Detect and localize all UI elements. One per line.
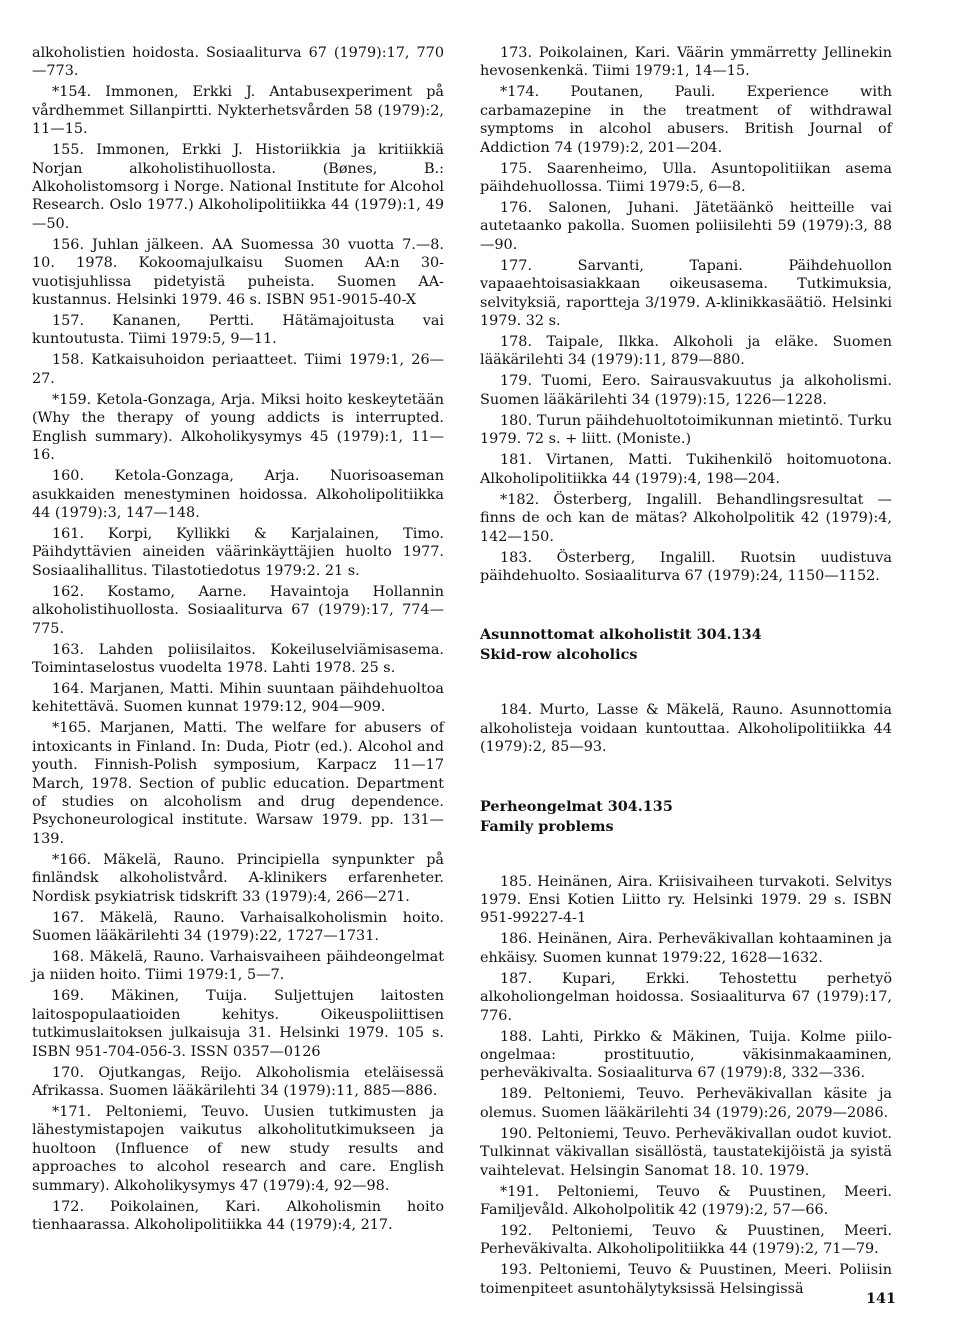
bibliography-entry: *165. Marjanen, Matti. The welfare for abusers of intoxicants in Finland. In: Duda, Piotr (ed.). Alcohol and youth. Finnish-Polish symposium, Karpacz 11—17 March, 1978. Section of public education. Department of studies on alcoholism and drug dependence. Psychoneurological institute. Warsaw 1979. pp. 131—139. xyxy=(32,720,444,847)
bibliography-entry: 185. Heinänen, Aira. Kriisivaiheen turvakoti. Selvitys 1979. Ensi Kotien Liitto ry. Helsinki 1979. 29 s. ISBN 951-99227-4-1 xyxy=(480,873,892,927)
section-heading-skid-row-en: Skid-row alcoholics xyxy=(480,646,638,664)
bibliography-entry: *174. Poutanen, Pauli. Experience with carbamazepine in the treatment of withdrawal symptoms in alcohol abusers. British Journal of Addiction 74 (1979):2, 201—204. xyxy=(480,84,892,156)
bibliography-entry: alkoholistien hoidosta. Sosiaaliturva 67 (1979):17, 770—773. xyxy=(32,45,444,80)
bibliography-entry: *191. Peltoniemi, Teuvo & Puustinen, Meeri. Familjevåld. Alkoholpolitik 42 (1979):2, 57—66. xyxy=(480,1183,892,1218)
bibliography-entry: 189. Peltoniemi, Teuvo. Perheväkivallan käsite ja olemus. Suomen lääkärilehti 34 (1979):26, 2079—2086. xyxy=(480,1086,892,1121)
bibliography-entry: 156. Juhlan jälkeen. AA Suomessa 30 vuotta 7.—8. 10. 1978. Kokoomajulkaisu Suomen AA:n 30-vuotisjuhlissa pidetyistä puheista. Suomen AA-kustannus. Helsinki 1979. 46 s. ISBN 951-9015-40-X xyxy=(32,236,444,309)
bibliography-entry: 155. Immonen, Erkki J. Historiikkia ja kritiikkiä Norjan alkoholistihuollosta. (Bønes, B.: Alkoholistomsorg i Norge. National Institute for Alcohol Research. Oslo 1977.) Alkoholipolitiikka 44 (1979):1, 49—50. xyxy=(32,142,444,232)
bibliography-entry: 179. Tuomi, Eero. Sairausvakuutus ja alkoholismi. Suomen lääkärilehti 34 (1979):15, 1226—1228. xyxy=(480,373,892,408)
bibliography-entry: 192. Peltoniemi, Teuvo & Puustinen, Meeri. Perheväkivalta. Alkoholipolitiikka 44 (1979):2, 71—79. xyxy=(480,1223,892,1258)
bibliography-entry: 181. Virtanen, Matti. Tukihenkilö hoitomuotona. Alkoholipolitiikka 44 (1979):4, 198—204. xyxy=(480,452,892,487)
bibliography-entry: 168. Mäkelä, Rauno. Varhaisvaiheen päihdeongelmat ja niiden hoito. Tiimi 1979:1, 5—7. xyxy=(32,949,444,984)
page-number: 141 xyxy=(865,1290,896,1307)
bibliography-entry: 172. Poikolainen, Kari. Alkoholismin hoito tienhaarassa. Alkoholipolitiikka 44 (1979):4, 217. xyxy=(32,1198,444,1234)
bibliography-entry: 190. Peltoniemi, Teuvo. Perheväkivallan oudot kuviot. Tulkinnat väkivallan sisällöstä, taustatekijöistä ja syistä vaihtelevat. Helsingin Sanomat 18. 10. 1979. xyxy=(480,1125,892,1179)
bibliography-entry: 183. Österberg, Ingalill. Ruotsin uudistuva päihdehuolto. Sosiaaliturva 67 (1979):24, 1150—1152. xyxy=(480,549,892,584)
left-column xyxy=(32,44,444,1237)
bibliography-entry: 157. Kananen, Pertti. Hätämajoitusta vai kuntoutusta. Tiimi 1979:5, 9—11. xyxy=(32,313,444,348)
bibliography-entry: 188. Lahti, Pirkko & Mäkinen, Tuija. Kolme piilo-ongelmaa: prostituutio, väkisinmakaaminen, perheväkivalta. Sosiaaliturva 67 (1979):8, 332—336. xyxy=(480,1028,892,1082)
bibliography-entry: 169. Mäkinen, Tuija. Suljettujen laitosten laitospopulaatioiden kehitys. Oikeuspoliittisen tutkimuslaitoksen julkaisuja 31. Helsinki 1979. 105 s. ISBN 951-704-056-3. ISSN 0357—0126 xyxy=(32,988,444,1060)
bibliography-entry: *159. Ketola-Gonzaga, Arja. Miksi hoito keskeytetään (Why the therapy of young addicts is interrupted. English summary). Alkoholikysymys 45 (1979):1, 11—16. xyxy=(32,391,444,464)
bibliography-entry: 170. Ojutkangas, Reijo. Alkoholismia eteläisessä Afrikassa. Suomen lääkärilehti 34 (1979):11, 885—886. xyxy=(32,1064,444,1100)
entries-block-a xyxy=(480,44,892,585)
bibliography-entry: *171. Peltoniemi, Teuvo. Uusien tutkimusten ja lähestymistapojen vaikutus alkoholitutkimukseen ja huoltoon (Influence of new study results and approaches to alcohol research and care. English summary). Alkoholikysymys 47 (1979):4, 92—98. xyxy=(32,1104,444,1194)
bibliography-entry: 184. Murto, Lasse & Mäkelä, Rauno. Asunnottomia alkoholisteja voidaan kuntouttaa. Alkoholipolitiikka 44 (1979):2, 85—93. xyxy=(480,702,892,756)
right-column xyxy=(480,44,892,1301)
entries-block-c xyxy=(480,873,892,1299)
bibliography-entry: 158. Katkaisuhoidon periaatteet. Tiimi 1979:1, 26—27. xyxy=(32,352,444,387)
bibliography-entry: 177. Sarvanti, Tapani. Päihdehuollon vapaaehtoisasiakkaan oikeusasema. Tutkimuksia, selvityksiä, raportteja 3/1979. A-klinikkasäätiö. Helsinki 1979. 32 s. xyxy=(480,257,892,330)
section-family xyxy=(480,797,892,837)
bibliography-entry: 167. Mäkelä, Rauno. Varhaisalkoholismin hoito. Suomen lääkärilehti 34 (1979):22, 1727—1731. xyxy=(32,909,444,944)
bibliography-entry: 162. Kostamo, Aarne. Havaintoja Hollannin alkoholistihuollosta. Sosiaaliturva 67 (1979):17, 774—775. xyxy=(32,583,444,637)
bibliography-entry: *154. Immonen, Erkki J. Antabusexperiment på vårdhemmet Sillanpirtti. Nykterhetsvården 58 (1979):2, 11—15. xyxy=(32,84,444,138)
bibliography-entry: *182. Österberg, Ingalill. Behandlingsresultat — finns de och kan de mätas? Alkoholpolitik 42 (1979):4, 142—150. xyxy=(480,491,892,545)
bibliography-entry: 164. Marjanen, Matti. Mihin suuntaan päihdehuoltoa kehitettävä. Suomen kunnat 1979:12, 904—909. xyxy=(32,680,444,716)
bibliography-entry: 161. Korpi, Kyllikki & Karjalainen, Timo. Päihdyttävien aineiden väärinkäyttäjien huolto 1977. Sosiaalihallitus. Tilastotiedotus 1979:2. 21 s. xyxy=(32,525,444,579)
bibliography-entry: 178. Taipale, Ilkka. Alkoholi ja eläke. Suomen lääkärilehti 34 (1979):11, 879—880. xyxy=(480,334,892,369)
bibliography-entry: 160. Ketola-Gonzaga, Arja. Nuorisoaseman asukkaiden menestyminen hoidossa. Alkoholipolitiikka 44 (1979):3, 147—148. xyxy=(32,468,444,521)
bibliography-entry: 187. Kupari, Erkki. Tehostettu perhetyö alkoholiongelman hoidossa. Sosiaaliturva 67 (1979):17, 776. xyxy=(480,970,892,1024)
section-heading-skid-row-fi: Asunnottomat alkoholistit 304.134 xyxy=(480,626,762,644)
entries-block-b xyxy=(480,701,892,756)
bibliography-entry: 193. Peltoniemi, Teuvo & Puustinen, Meeri. Poliisin toimenpiteet asuntohälytyksissä Helsingissä xyxy=(480,1262,892,1297)
bibliography-entry: *166. Mäkelä, Rauno. Principiella synpunkter på finländsk alkoholistvård. A-klinikers erfarenheter. Nordisk psykiatrisk tidskrift 33 (1979):4, 266—271. xyxy=(32,851,444,905)
section-heading-family-fi: Perheongelmat 304.135 xyxy=(480,797,673,815)
bibliography-entry: 173. Poikolainen, Kari. Väärin ymmärretty Jellinekin hevosenkenkä. Tiimi 1979:1, 14—15. xyxy=(480,45,892,80)
bibliography-entry: 176. Salonen, Juhani. Jätetäänkö heitteille vai autetaanko pakolla. Suomen poliisilehti 59 (1979):3, 88—90. xyxy=(480,200,892,253)
section-heading-family-en: Family problems xyxy=(480,817,614,835)
bibliography-entry: 180. Turun päihdehuoltotoimikunnan mietintö. Turku 1979. 72 s. + liitt. (Moniste.) xyxy=(480,412,892,448)
bibliography-entry: 163. Lahden poliisilaitos. Kokeiluselviämisasema. Toimintaselostus vuodelta 1978. Lahti 1978. 25 s. xyxy=(32,641,444,676)
bibliography-entry: 186. Heinänen, Aira. Perheväkivallan kohtaaminen ja ehkäisy. Suomen kunnat 1979:22, 1628—1632. xyxy=(480,931,892,966)
section-skid-row xyxy=(480,625,892,665)
bibliography-entry: 175. Saarenheimo, Ulla. Asuntopolitiikan asema päihdehuollossa. Tiimi 1979:5, 6—8. xyxy=(480,160,892,196)
